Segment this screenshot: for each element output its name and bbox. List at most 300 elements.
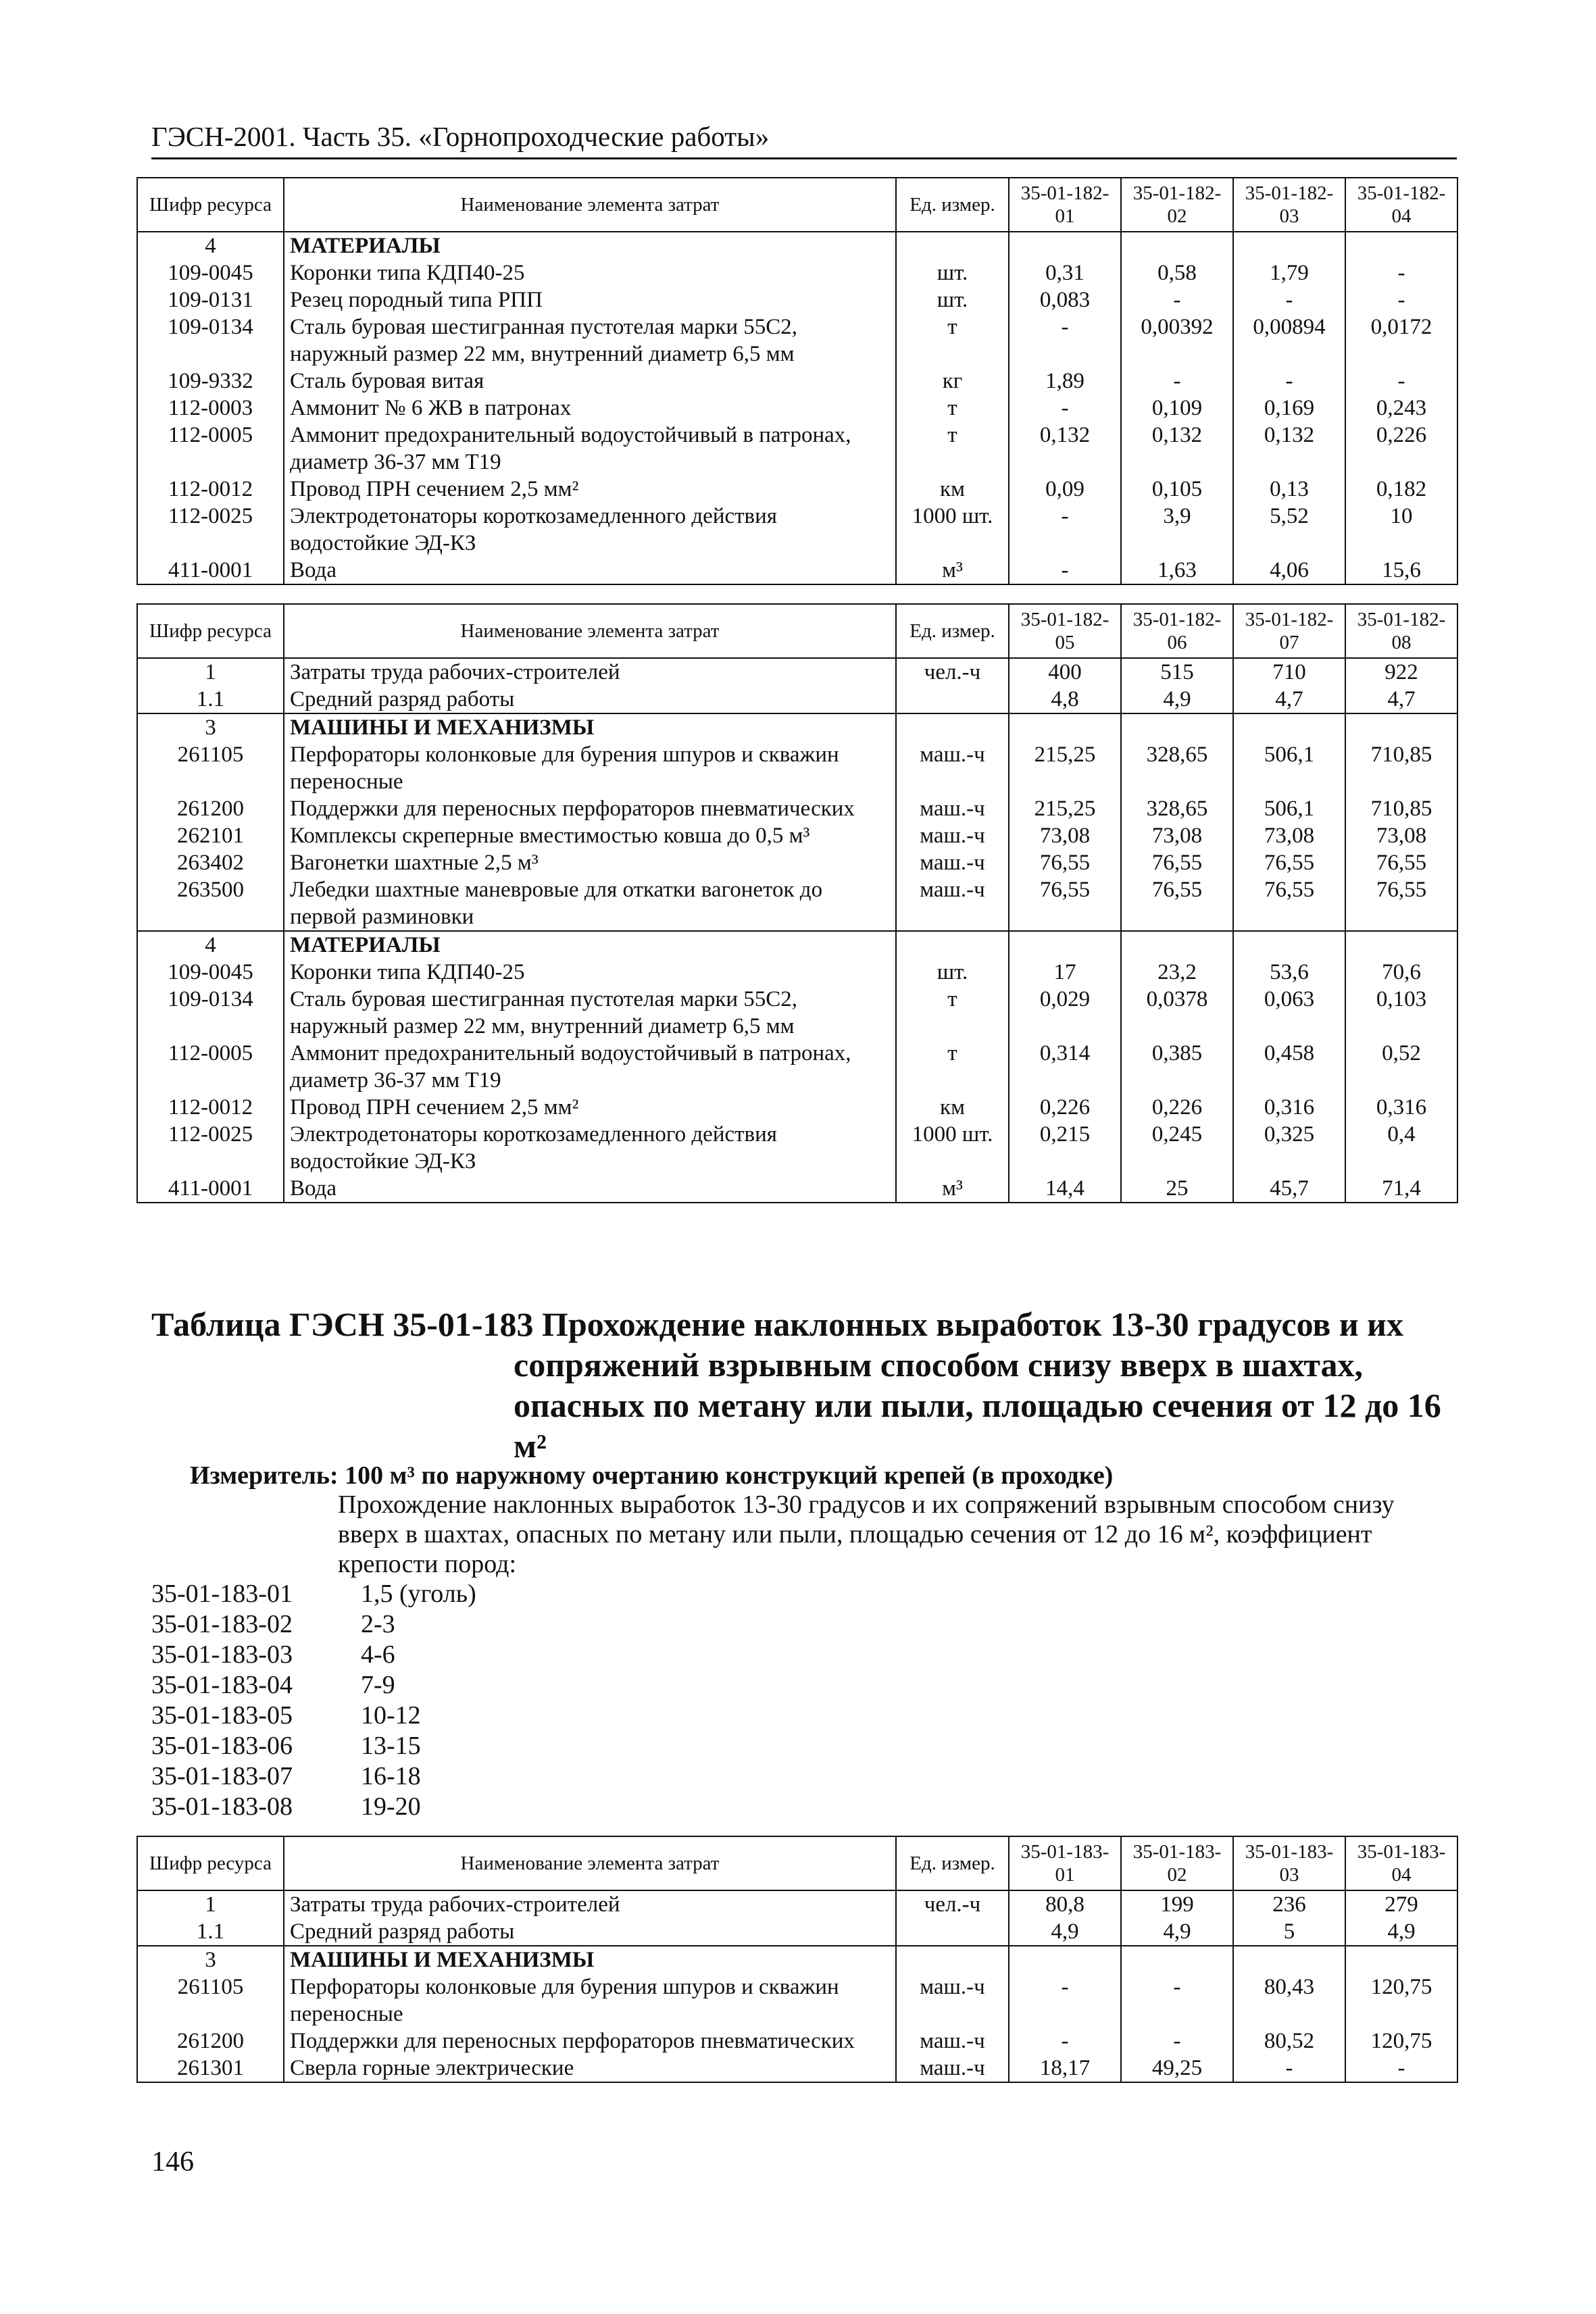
item-name-cell: Провод ПРН сечением 2,5 мм²	[284, 1094, 896, 1121]
section-heading-cell: МАТЕРИАЛЫ	[284, 232, 896, 259]
column-header: Шифр ресурса	[137, 178, 284, 232]
column-header: 35-01-182-03	[1233, 178, 1345, 232]
table-row	[137, 822, 1457, 849]
value-cell: 0,105	[1121, 476, 1233, 503]
item-name-cell: Вода	[284, 1175, 896, 1203]
item-name-cell: Лебедки шахтные маневровые для откатки вагонеток до первой разминовки	[284, 876, 896, 931]
value-cell	[1121, 1946, 1233, 1973]
item-name-cell: Затраты труда рабочих-строителей	[284, 658, 896, 686]
column-header: 35-01-182-01	[1009, 178, 1121, 232]
value-cell: 0,109	[1121, 395, 1233, 422]
table-row	[137, 1175, 1457, 1203]
value-cell: 76,55	[1233, 876, 1345, 931]
value-cell: 0,215	[1009, 1121, 1121, 1175]
column-header: Наименование элемента затрат	[284, 178, 896, 232]
value-cell: 76,55	[1121, 849, 1233, 876]
table-row	[137, 476, 1457, 503]
value-cell	[1233, 713, 1345, 741]
norms-table-183-01-04	[136, 1836, 1458, 2083]
item-name-cell: Электродетонаторы короткозамедленного действия водостойкие ЭД-КЗ	[284, 1121, 896, 1175]
value-cell: 5,52	[1233, 503, 1345, 557]
table-row	[137, 741, 1457, 795]
work-description: Прохождение наклонных выработок 13-30 градусов и их сопряжений взрывным способом снизу вверх в шахтах, опасных по метану или пыли, площадью сечения от 12 до 16 м², коэффициент крепости пород:	[338, 1490, 1395, 1578]
value-cell	[1121, 713, 1233, 741]
item-name-cell: Аммонит предохранительный водоустойчивый в патронах, диаметр 36-37 мм Т19	[284, 1040, 896, 1094]
resource-code-cell: 261200	[137, 795, 284, 822]
value-cell: 0,316	[1233, 1094, 1345, 1121]
value-cell: 14,4	[1009, 1175, 1121, 1203]
value-cell: 5	[1233, 1918, 1345, 1946]
value-cell: -	[1233, 368, 1345, 395]
table-row	[137, 658, 1457, 686]
resource-code-cell: 1	[137, 1890, 284, 1918]
value-cell: 0,226	[1009, 1094, 1121, 1121]
resource-code-cell: 261105	[137, 1973, 284, 2028]
value-cell: -	[1233, 286, 1345, 313]
resource-code-cell: 112-0012	[137, 1094, 284, 1121]
value-cell: 4,7	[1233, 686, 1345, 713]
value-cell: 0,4	[1345, 1121, 1457, 1175]
resource-code-cell: 112-0005	[137, 1040, 284, 1094]
item-name-cell: Перфораторы колонковые для бурения шпуров и скважин переносные	[284, 741, 896, 795]
value-cell: 4,7	[1345, 686, 1457, 713]
column-header: 35-01-182-07	[1233, 604, 1345, 658]
column-header: Ед. измер.	[896, 1836, 1009, 1890]
section-heading-cell: МАШИНЫ И МЕХАНИЗМЫ	[284, 1946, 896, 1973]
value-cell: 120,75	[1345, 2028, 1457, 2055]
item-name-cell: Комплексы скреперные вместимостью ковша до 0,5 м³	[284, 822, 896, 849]
value-cell: 73,08	[1233, 822, 1345, 849]
value-cell: 0,09	[1009, 476, 1121, 503]
item-name-cell: Затраты труда рабочих-строителей	[284, 1890, 896, 1918]
code-list-item	[151, 1701, 476, 1731]
value-cell: 3,9	[1121, 503, 1233, 557]
unit-cell: км	[896, 1094, 1009, 1121]
value-cell: 80,43	[1233, 1973, 1345, 2028]
table-row	[137, 368, 1457, 395]
unit-cell: маш.-ч	[896, 795, 1009, 822]
table-title-line-1: Таблица ГЭСН 35-01-183 Прохождение наклонных выработок 13-30 градусов и их	[151, 1305, 1403, 1343]
value-cell: 710,85	[1345, 795, 1457, 822]
value-cell: -	[1121, 1973, 1233, 2028]
resource-code-cell: 411-0001	[137, 557, 284, 584]
value-cell: 70,6	[1345, 959, 1457, 986]
unit-cell	[896, 232, 1009, 259]
norm-code: 35-01-183-03	[151, 1640, 293, 1669]
unit-cell: км	[896, 476, 1009, 503]
table-row	[137, 959, 1457, 986]
unit-cell: т	[896, 395, 1009, 422]
norm-code: 35-01-183-05	[151, 1701, 293, 1730]
resource-code-cell: 109-0134	[137, 313, 284, 368]
table-row	[137, 713, 1457, 741]
resource-code-cell: 109-0045	[137, 959, 284, 986]
norm-code: 35-01-183-02	[151, 1610, 293, 1638]
column-header: 35-01-183-01	[1009, 1836, 1121, 1890]
table-row	[137, 795, 1457, 822]
norm-code: 35-01-183-06	[151, 1732, 293, 1760]
column-header: 35-01-182-08	[1345, 604, 1457, 658]
value-cell: 25	[1121, 1175, 1233, 1203]
unit-cell: чел.-ч	[896, 658, 1009, 686]
resource-code-cell: 1	[137, 658, 284, 686]
rock-hardness-value: 13-15	[361, 1732, 421, 1760]
value-cell: 76,55	[1233, 849, 1345, 876]
running-header: ГЭСН-2001. Часть 35. «Горнопроходческие работы»	[151, 120, 1457, 159]
norm-code: 35-01-183-01	[151, 1580, 293, 1608]
value-cell: 328,65	[1121, 741, 1233, 795]
item-name-cell: Электродетонаторы короткозамедленного действия водостойкие ЭД-КЗ	[284, 503, 896, 557]
resource-code-cell: 112-0025	[137, 503, 284, 557]
unit-cell: т	[896, 313, 1009, 368]
column-header: 35-01-183-03	[1233, 1836, 1345, 1890]
value-cell: 506,1	[1233, 741, 1345, 795]
item-name-cell: Перфораторы колонковые для бурения шпуров и скважин переносные	[284, 1973, 896, 2028]
value-cell: -	[1345, 368, 1457, 395]
value-cell: -	[1009, 2028, 1121, 2055]
unit-cell: маш.-ч	[896, 1973, 1009, 2028]
rock-hardness-value: 19-20	[361, 1792, 421, 1821]
column-header: 35-01-182-04	[1345, 178, 1457, 232]
value-cell: 73,08	[1345, 822, 1457, 849]
value-cell: 0,243	[1345, 395, 1457, 422]
value-cell: 215,25	[1009, 741, 1121, 795]
value-cell: 0,13	[1233, 476, 1345, 503]
value-cell: 0,00894	[1233, 313, 1345, 368]
resource-code-cell: 263500	[137, 876, 284, 931]
unit-cell: маш.-ч	[896, 822, 1009, 849]
table-row	[137, 232, 1457, 259]
resource-code-cell: 262101	[137, 822, 284, 849]
table-header-row	[137, 1836, 1457, 1890]
value-cell: 76,55	[1121, 876, 1233, 931]
table-title-line-3: опасных по метану или пыли, площадью сечения от 12 до 16	[514, 1386, 1441, 1424]
value-cell: 0,226	[1345, 422, 1457, 476]
table-row	[137, 1890, 1457, 1918]
table-row	[137, 422, 1457, 476]
value-cell: 4,8	[1009, 686, 1121, 713]
table-row	[137, 931, 1457, 959]
value-cell: 49,25	[1121, 2055, 1233, 2082]
table-row	[137, 1094, 1457, 1121]
resource-code-cell: 109-0045	[137, 259, 284, 286]
unit-cell: 1000 шт.	[896, 1121, 1009, 1175]
value-cell: 922	[1345, 658, 1457, 686]
value-cell: -	[1009, 395, 1121, 422]
value-cell: 328,65	[1121, 795, 1233, 822]
norms-table-182-01-04	[136, 177, 1458, 585]
item-name-cell: Коронки типа КДП40-25	[284, 959, 896, 986]
resource-code-cell: 261105	[137, 741, 284, 795]
value-cell	[1009, 1946, 1121, 1973]
unit-cell: кг	[896, 368, 1009, 395]
unit-cell: т	[896, 986, 1009, 1040]
value-cell: 400	[1009, 658, 1121, 686]
unit-cell	[896, 713, 1009, 741]
resource-code-cell: 4	[137, 232, 284, 259]
value-cell: 0,316	[1345, 1094, 1457, 1121]
item-name-cell: Коронки типа КДП40-25	[284, 259, 896, 286]
resource-code-cell: 411-0001	[137, 1175, 284, 1203]
value-cell: 0,169	[1233, 395, 1345, 422]
table-row	[137, 1040, 1457, 1094]
rock-hardness-value: 7-9	[361, 1671, 395, 1699]
value-cell: -	[1009, 557, 1121, 584]
item-name-cell: Средний разряд работы	[284, 1918, 896, 1946]
table-row	[137, 986, 1457, 1040]
resource-code-cell: 112-0025	[137, 1121, 284, 1175]
rock-hardness-value: 16-18	[361, 1762, 421, 1790]
value-cell: 0,385	[1121, 1040, 1233, 1094]
value-cell: 236	[1233, 1890, 1345, 1918]
value-cell: 0,132	[1233, 422, 1345, 476]
column-header: 35-01-182-05	[1009, 604, 1121, 658]
value-cell: 0,325	[1233, 1121, 1345, 1175]
resource-code-cell: 1.1	[137, 686, 284, 713]
item-name-cell: Провод ПРН сечением 2,5 мм²	[284, 476, 896, 503]
value-cell: 215,25	[1009, 795, 1121, 822]
rock-hardness-value: 1,5 (уголь)	[361, 1580, 476, 1608]
value-cell: 17	[1009, 959, 1121, 986]
value-cell: 120,75	[1345, 1973, 1457, 2028]
value-cell: 1,79	[1233, 259, 1345, 286]
resource-code-cell: 112-0003	[137, 395, 284, 422]
resource-code-cell: 3	[137, 713, 284, 741]
code-list-item	[151, 1761, 476, 1792]
value-cell: 515	[1121, 658, 1233, 686]
value-cell: -	[1345, 2055, 1457, 2082]
value-cell: 76,55	[1345, 849, 1457, 876]
item-name-cell: Аммонит № 6 ЖВ в патронах	[284, 395, 896, 422]
item-name-cell: Вода	[284, 557, 896, 584]
unit-cell: маш.-ч	[896, 2055, 1009, 2082]
value-cell: -	[1009, 1973, 1121, 2028]
code-list-item	[151, 1640, 476, 1670]
table-row	[137, 2028, 1457, 2055]
value-cell: 0,132	[1121, 422, 1233, 476]
table-row	[137, 557, 1457, 584]
norm-code: 35-01-183-07	[151, 1762, 293, 1790]
unit-cell	[896, 686, 1009, 713]
resource-code-cell: 109-0131	[137, 286, 284, 313]
code-list-item	[151, 1792, 476, 1822]
table-row	[137, 313, 1457, 368]
value-cell: -	[1121, 2028, 1233, 2055]
resource-code-cell: 261301	[137, 2055, 284, 2082]
value-cell: 76,55	[1009, 876, 1121, 931]
value-cell: 279	[1345, 1890, 1457, 1918]
table-row	[137, 1121, 1457, 1175]
resource-code-cell: 3	[137, 1946, 284, 1973]
item-name-cell: Сталь буровая шестигранная пустотелая марки 55С2, наружный размер 22 мм, внутренний диаметр 6,5 мм	[284, 986, 896, 1040]
value-cell	[1345, 232, 1457, 259]
unit-cell: т	[896, 1040, 1009, 1094]
resource-code-cell: 112-0012	[137, 476, 284, 503]
value-cell: 710,85	[1345, 741, 1457, 795]
value-cell: 4,9	[1121, 1918, 1233, 1946]
item-name-cell: Поддержки для переносных перфораторов пневматических	[284, 2028, 896, 2055]
page-number: 146	[151, 2146, 194, 2178]
unit-cell: маш.-ч	[896, 849, 1009, 876]
norms-table-182-05-08	[136, 603, 1458, 1203]
value-cell	[1009, 931, 1121, 959]
table-row	[137, 1973, 1457, 2028]
value-cell: 0,182	[1345, 476, 1457, 503]
value-cell: 0,103	[1345, 986, 1457, 1040]
value-cell	[1121, 232, 1233, 259]
item-name-cell: Сталь буровая шестигранная пустотелая марки 55С2, наружный размер 22 мм, внутренний диаметр 6,5 мм	[284, 313, 896, 368]
unit-cell: 1000 шт.	[896, 503, 1009, 557]
unit-cell	[896, 1946, 1009, 1973]
resource-code-cell: 261200	[137, 2028, 284, 2055]
rock-hardness-value: 10-12	[361, 1701, 421, 1730]
item-name-cell: Поддержки для переносных перфораторов пневматических	[284, 795, 896, 822]
value-cell: 0,063	[1233, 986, 1345, 1040]
table-title-line-4: м²	[514, 1427, 547, 1465]
value-cell	[1233, 232, 1345, 259]
value-cell	[1345, 931, 1457, 959]
value-cell: 71,4	[1345, 1175, 1457, 1203]
value-cell: 0,245	[1121, 1121, 1233, 1175]
value-cell: 0,0172	[1345, 313, 1457, 368]
section-heading-cell: МАТЕРИАЛЫ	[284, 931, 896, 959]
column-header: Наименование элемента затрат	[284, 604, 896, 658]
item-name-cell: Резец породный типа РПП	[284, 286, 896, 313]
value-cell: 23,2	[1121, 959, 1233, 986]
table-row	[137, 849, 1457, 876]
item-name-cell: Сверла горные электрические	[284, 2055, 896, 2082]
value-cell	[1009, 232, 1121, 259]
unit-cell	[896, 1918, 1009, 1946]
table-row	[137, 1946, 1457, 1973]
table-row	[137, 1918, 1457, 1946]
unit-cell: маш.-ч	[896, 741, 1009, 795]
code-list-item	[151, 1731, 476, 1761]
column-header: 35-01-182-06	[1121, 604, 1233, 658]
value-cell: -	[1121, 368, 1233, 395]
value-cell: 4,06	[1233, 557, 1345, 584]
column-header: Наименование элемента затрат	[284, 1836, 896, 1890]
unit-cell: т	[896, 422, 1009, 476]
code-list	[151, 1579, 476, 1822]
unit-cell: маш.-ч	[896, 876, 1009, 931]
table-row	[137, 876, 1457, 931]
value-cell: 80,52	[1233, 2028, 1345, 2055]
unit-cell: м³	[896, 557, 1009, 584]
value-cell: -	[1121, 286, 1233, 313]
value-cell: 0,31	[1009, 259, 1121, 286]
value-cell: 199	[1121, 1890, 1233, 1918]
value-cell: 0,0378	[1121, 986, 1233, 1040]
resource-code-cell: 4	[137, 931, 284, 959]
value-cell: -	[1009, 313, 1121, 368]
table-row	[137, 686, 1457, 713]
unit-cell	[896, 931, 1009, 959]
value-cell: 76,55	[1345, 876, 1457, 931]
code-list-item	[151, 1579, 476, 1609]
table-header-row	[137, 178, 1457, 232]
table-row	[137, 2055, 1457, 2082]
resource-code-cell: 263402	[137, 849, 284, 876]
measure-unit: Измеритель: 100 м³ по наружному очертанию конструкций крепей (в проходке)	[190, 1461, 1114, 1490]
value-cell: 0,226	[1121, 1094, 1233, 1121]
value-cell	[1233, 1946, 1345, 1973]
item-name-cell: Средний разряд работы	[284, 686, 896, 713]
column-header: Шифр ресурса	[137, 1836, 284, 1890]
norm-code: 35-01-183-08	[151, 1792, 293, 1821]
value-cell: 4,9	[1345, 1918, 1457, 1946]
value-cell: 506,1	[1233, 795, 1345, 822]
code-list-item	[151, 1670, 476, 1701]
item-name-cell: Аммонит предохранительный водоустойчивый в патронах, диаметр 36-37 мм Т19	[284, 422, 896, 476]
unit-cell: шт.	[896, 959, 1009, 986]
table-title-line-2: сопряжений взрывным способом снизу вверх в шахтах,	[514, 1346, 1364, 1384]
value-cell: 0,132	[1009, 422, 1121, 476]
section-heading-cell: МАШИНЫ И МЕХАНИЗМЫ	[284, 713, 896, 741]
value-cell: 10	[1345, 503, 1457, 557]
value-cell: 53,6	[1233, 959, 1345, 986]
value-cell: 18,17	[1009, 2055, 1121, 2082]
unit-cell: м³	[896, 1175, 1009, 1203]
value-cell: 0,314	[1009, 1040, 1121, 1094]
unit-cell: маш.-ч	[896, 2028, 1009, 2055]
column-header: 35-01-183-04	[1345, 1836, 1457, 1890]
value-cell: 45,7	[1233, 1175, 1345, 1203]
resource-code-cell: 112-0005	[137, 422, 284, 476]
norm-code: 35-01-183-04	[151, 1671, 293, 1699]
value-cell: -	[1233, 2055, 1345, 2082]
column-header: 35-01-183-02	[1121, 1836, 1233, 1890]
code-list-item	[151, 1609, 476, 1640]
value-cell: 0,029	[1009, 986, 1121, 1040]
value-cell: 710	[1233, 658, 1345, 686]
table-row	[137, 259, 1457, 286]
item-name-cell: Сталь буровая витая	[284, 368, 896, 395]
rock-hardness-value: 4-6	[361, 1640, 395, 1669]
item-name-cell: Вагонетки шахтные 2,5 м³	[284, 849, 896, 876]
value-cell: 4,9	[1121, 686, 1233, 713]
value-cell: 4,9	[1009, 1918, 1121, 1946]
column-header: Ед. измер.	[896, 178, 1009, 232]
value-cell: 76,55	[1009, 849, 1121, 876]
value-cell: 0,52	[1345, 1040, 1457, 1094]
value-cell: -	[1009, 503, 1121, 557]
table-title	[151, 1304, 1457, 1466]
value-cell	[1009, 713, 1121, 741]
resource-code-cell: 109-9332	[137, 368, 284, 395]
rock-hardness-value: 2-3	[361, 1610, 395, 1638]
table-header-row	[137, 604, 1457, 658]
unit-cell: шт.	[896, 286, 1009, 313]
value-cell: 0,00392	[1121, 313, 1233, 368]
unit-cell: шт.	[896, 259, 1009, 286]
value-cell	[1345, 1946, 1457, 1973]
value-cell: 0,458	[1233, 1040, 1345, 1094]
value-cell: 73,08	[1009, 822, 1121, 849]
column-header: Ед. измер.	[896, 604, 1009, 658]
value-cell: 1,63	[1121, 557, 1233, 584]
value-cell: 80,8	[1009, 1890, 1121, 1918]
value-cell: 15,6	[1345, 557, 1457, 584]
resource-code-cell: 1.1	[137, 1918, 284, 1946]
value-cell	[1121, 931, 1233, 959]
value-cell: 0,58	[1121, 259, 1233, 286]
unit-cell: чел.-ч	[896, 1890, 1009, 1918]
value-cell: 1,89	[1009, 368, 1121, 395]
value-cell	[1345, 713, 1457, 741]
value-cell: -	[1345, 286, 1457, 313]
value-cell: 73,08	[1121, 822, 1233, 849]
